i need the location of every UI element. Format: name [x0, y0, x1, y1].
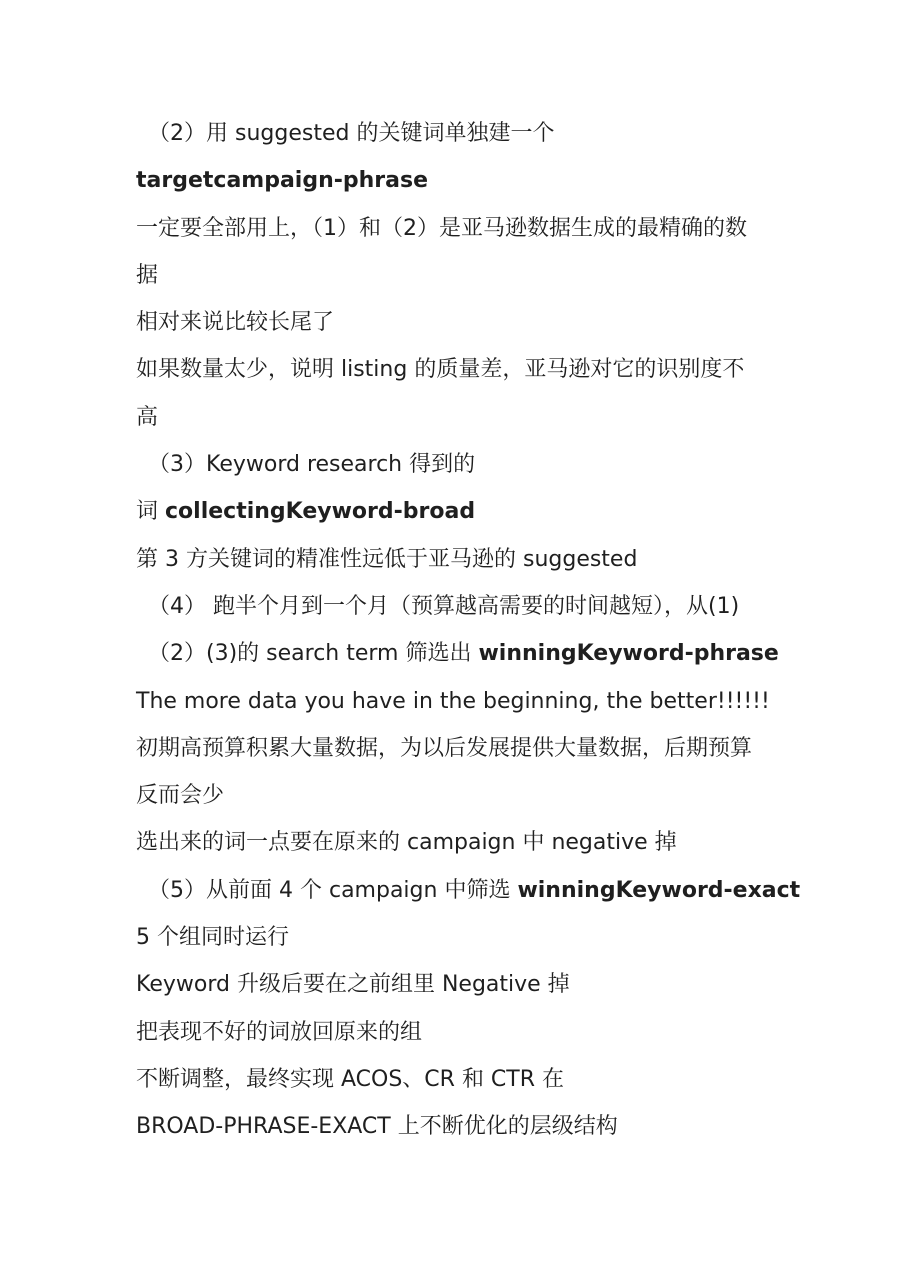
text-line [136, 488, 776, 535]
text-line: targetcampaign-phrase [136, 168, 429, 194]
text-line: 不断调整，最终实现 ACOS、CR 和 CTR 在 [136, 1066, 565, 1092]
text-line: 如果数量太少，说明 listing 的质量差，亚马逊对它的识别度不 [136, 357, 745, 383]
bold-text-span: collectingKeyword-broad [165, 499, 476, 525]
document-body [136, 110, 801, 1151]
text-line [136, 630, 779, 677]
text-span: （5）从前面 4 个 campaign 中筛选 [148, 877, 518, 903]
text-line: 第 3 方关键词的精准性远低于亚马逊的 suggested [136, 546, 638, 572]
text-line: Keyword 升级后要在之前组里 Negative 掉 [136, 972, 570, 998]
text-line: 反而会少 [136, 783, 225, 809]
text-line: 选出来的词一点要在原来的 campaign 中 negative 掉 [136, 830, 677, 856]
text-line: 把表现不好的词放回原来的组 [136, 1019, 423, 1045]
text-line [136, 867, 801, 914]
text-line: 5 个组同时运行 [136, 925, 289, 951]
text-line: 据 [136, 262, 159, 288]
text-line: The more data you have in the beginning, the better!!!!!! [136, 688, 770, 714]
text-line: 一定要全部用上，（1）和（2）是亚马逊数据生成的最精确的数 [136, 215, 747, 241]
text-line: 高 [136, 404, 159, 430]
bold-text-span: winningKeyword-exact [517, 877, 801, 903]
text-line: （4） 跑半个月到一个月（预算越高需要的时间越短），从(1) [148, 593, 740, 619]
text-line: （3）Keyword research 得到的 [148, 452, 476, 478]
text-span: （2）(3)的 search term 筛选出 [148, 641, 479, 667]
text-line: （2）用 suggested 的关键词单独建一个 [148, 121, 555, 146]
text-line: 相对来说比较长尾了 [136, 310, 335, 336]
text-line: BROAD-PHRASE-EXACT 上不断优化的层级结构 [136, 1114, 618, 1140]
text-line: 初期高预算积累大量数据，为以后发展提供大量数据，后期预算 [136, 735, 753, 761]
text-span: 词 [136, 499, 165, 525]
bold-text-span: winningKeyword-phrase [478, 641, 779, 667]
